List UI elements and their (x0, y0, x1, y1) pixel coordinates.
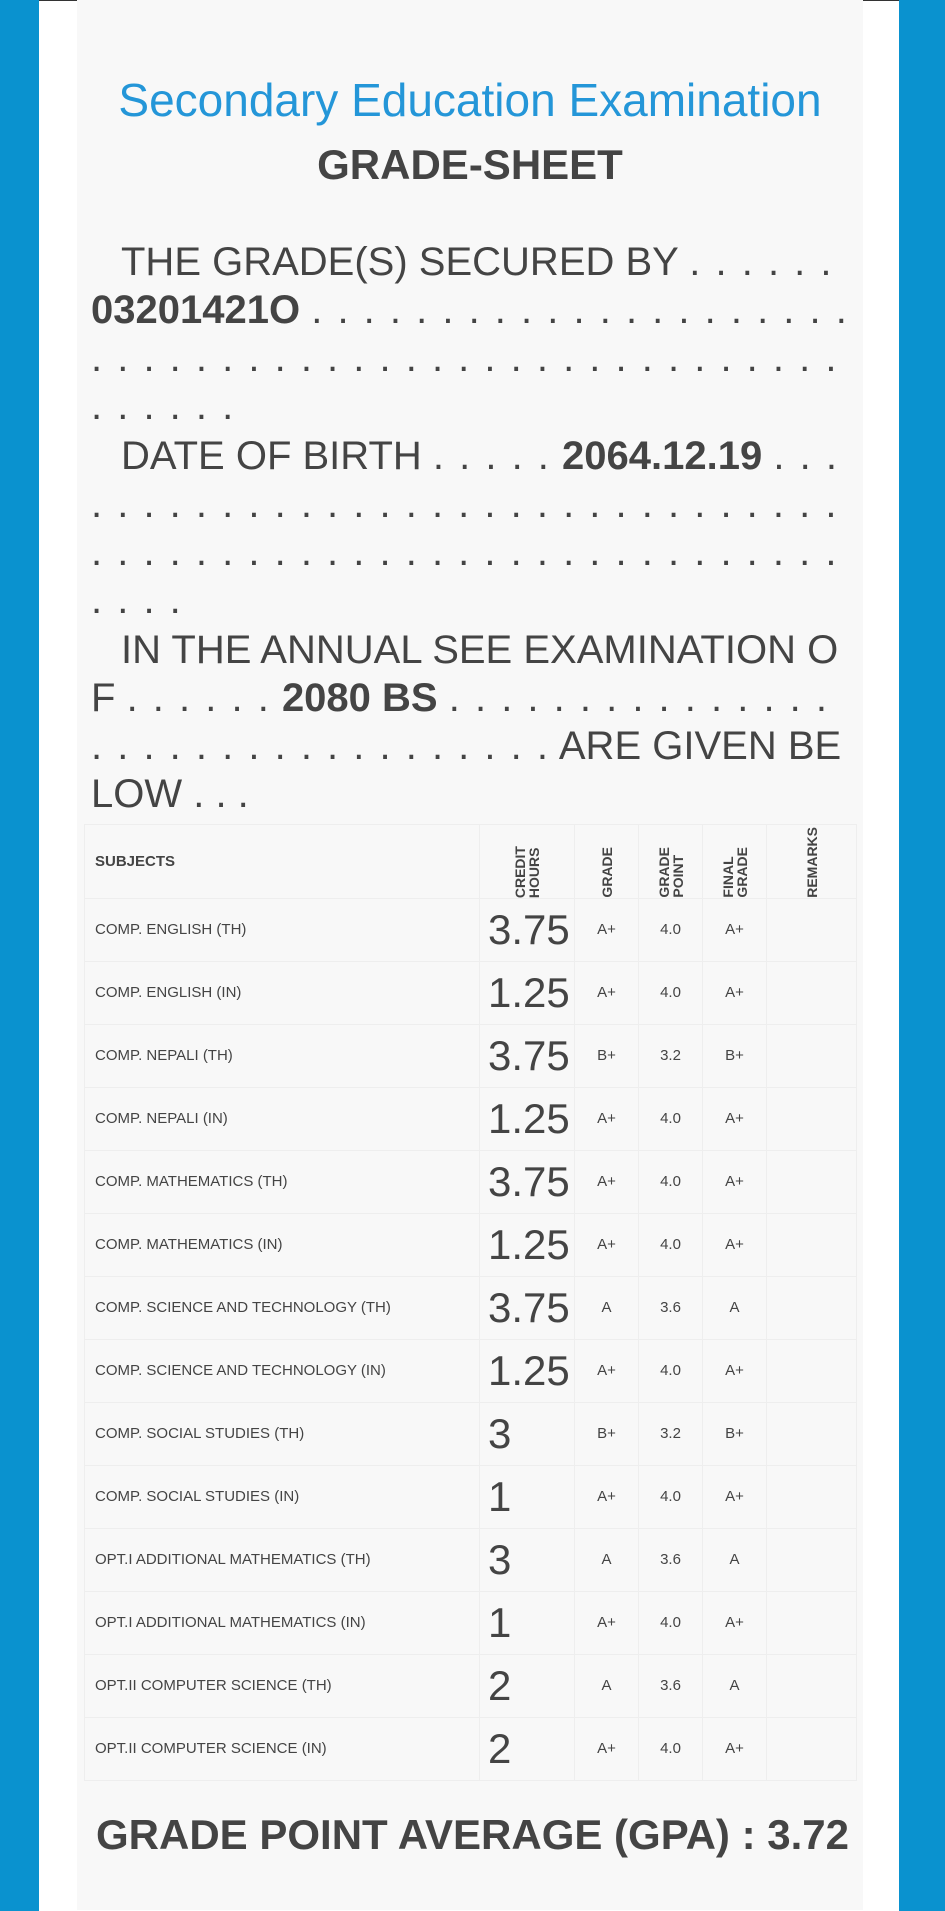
final-grade-cell: A+ (703, 961, 767, 1024)
subject-cell: COMP. ENGLISH (TH) (85, 898, 480, 961)
given-below-text: ARE GIVEN BELOW . . . (91, 724, 842, 816)
grade-point-cell: 3.6 (639, 1654, 703, 1717)
remarks-cell (767, 1150, 857, 1213)
gpa-value: 3.72 (767, 1811, 849, 1858)
exam-title: Secondary Education Examination (118, 74, 822, 126)
table-row (85, 1717, 857, 1780)
grade-point-cell: 4.0 (639, 1465, 703, 1528)
grade-point-cell: 3.2 (639, 1024, 703, 1087)
remarks-cell (767, 1465, 857, 1528)
header-credit-hours-cell (480, 825, 575, 899)
table-row (85, 1276, 857, 1339)
final-grade-cell: B+ (703, 1024, 767, 1087)
subject-cell: OPT.II COMPUTER SCIENCE (IN) (85, 1717, 480, 1780)
table-row (85, 1528, 857, 1591)
grade-cell: A+ (575, 1591, 639, 1654)
subject-cell: COMP. ENGLISH (IN) (85, 961, 480, 1024)
final-grade-cell: A+ (703, 898, 767, 961)
remarks-cell (767, 1654, 857, 1717)
grade-point-cell: 3.6 (639, 1528, 703, 1591)
grade-cell: B+ (575, 1024, 639, 1087)
table-row (85, 898, 857, 961)
symbol-number: 03201421O (91, 288, 301, 332)
final-grade-cell: A (703, 1276, 767, 1339)
secured-by-label: THE GRADE(S) SECURED BY (121, 240, 679, 284)
subject-cell: OPT.II COMPUTER SCIENCE (TH) (85, 1654, 480, 1717)
grades-table (84, 824, 857, 1781)
grade-point-cell: 4.0 (639, 1150, 703, 1213)
grade-cell: A (575, 1276, 639, 1339)
final-grade-cell: A+ (703, 1213, 767, 1276)
credit-hours-cell: 2 (480, 1717, 575, 1780)
subject-cell: COMP. NEPALI (IN) (85, 1087, 480, 1150)
credit-hours-cell: 1.25 (480, 961, 575, 1024)
credit-hours-cell: 3.75 (480, 1024, 575, 1087)
credit-hours-cell: 3.75 (480, 1150, 575, 1213)
grade-cell: A+ (575, 1339, 639, 1402)
table-row (85, 1087, 857, 1150)
remarks-cell (767, 1213, 857, 1276)
remarks-cell (767, 961, 857, 1024)
grade-cell: A+ (575, 1213, 639, 1276)
exam-statement: IN THE ANNUAL SEE EXAMINATION OF . . . . . . 2080 BS . . . . . . . . . . . . . . . . . . . . . . . . . . . . . . . . . ARE GIVEN BELOW . . . (91, 628, 842, 816)
final-grade-cell: A+ (703, 1465, 767, 1528)
subject-cell: OPT.I ADDITIONAL MATHEMATICS (IN) (85, 1591, 480, 1654)
credit-hours-cell: 1.25 (480, 1213, 575, 1276)
grade-cell: A (575, 1654, 639, 1717)
subject-cell: COMP. MATHEMATICS (TH) (85, 1150, 480, 1213)
table-row (85, 1150, 857, 1213)
grade-cell: A+ (575, 1465, 639, 1528)
grade-point-cell: 4.0 (639, 1339, 703, 1402)
secured-by-statement: THE GRADE(S) SECURED BY . . . . . . 03201421O . . . . . . . . . . . . . . . . . . . . . . . . . . . . . . . . . . . . . . . . . . . . . . . . . . . . . . . . (91, 240, 849, 428)
sheet-subtitle: GRADE-SHEET (317, 141, 623, 188)
table-row (85, 1654, 857, 1717)
final-grade-cell: A (703, 1528, 767, 1591)
header-remarks-cell (767, 825, 857, 899)
subject-cell: OPT.I ADDITIONAL MATHEMATICS (TH) (85, 1528, 480, 1591)
credit-hours-cell: 3.75 (480, 1276, 575, 1339)
final-grade-cell: A+ (703, 1339, 767, 1402)
grade-point-cell: 4.0 (639, 1087, 703, 1150)
final-grade-cell: B+ (703, 1402, 767, 1465)
credit-hours-cell: 1 (480, 1465, 575, 1528)
header-final-grade: FINAL GRADE (719, 847, 750, 898)
header-grade: GRADE (598, 847, 615, 898)
table-row (85, 1213, 857, 1276)
credit-hours-cell: 2 (480, 1654, 575, 1717)
grade-cell: A+ (575, 1087, 639, 1150)
remarks-cell (767, 898, 857, 961)
credit-hours-cell: 1.25 (480, 1339, 575, 1402)
table-row (85, 1339, 857, 1402)
subject-cell: COMP. SCIENCE AND TECHNOLOGY (IN) (85, 1339, 480, 1402)
credit-hours-cell: 3 (480, 1402, 575, 1465)
dob-label: DATE OF BIRTH (121, 434, 422, 478)
subject-cell: COMP. NEPALI (TH) (85, 1024, 480, 1087)
remarks-cell (767, 1276, 857, 1339)
remarks-cell (767, 1591, 857, 1654)
remarks-cell (767, 1402, 857, 1465)
grade-point-cell: 4.0 (639, 1213, 703, 1276)
table-header-row (85, 825, 857, 899)
grade-point-cell: 3.6 (639, 1276, 703, 1339)
subject-cell: COMP. SOCIAL STUDIES (TH) (85, 1402, 480, 1465)
header-grade-point: GRADE POINT (655, 847, 686, 898)
exam-label: IN THE ANNUAL SEE EXAMINATION OF (91, 628, 839, 720)
credit-hours-cell: 1.25 (480, 1087, 575, 1150)
final-grade-cell: A (703, 1654, 767, 1717)
grade-cell: B+ (575, 1402, 639, 1465)
remarks-cell (767, 1087, 857, 1150)
subject-cell: COMP. SOCIAL STUDIES (IN) (85, 1465, 480, 1528)
table-row (85, 1024, 857, 1087)
grade-cell: A+ (575, 898, 639, 961)
grade-point-cell: 4.0 (639, 1591, 703, 1654)
gpa-line (96, 1808, 849, 1862)
grade-sheet (77, 0, 863, 1910)
table-row (85, 961, 857, 1024)
subject-cell: COMP. MATHEMATICS (IN) (85, 1213, 480, 1276)
remarks-cell (767, 1717, 857, 1780)
final-grade-cell: A+ (703, 1150, 767, 1213)
grade-cell: A+ (575, 1717, 639, 1780)
remarks-cell (767, 1528, 857, 1591)
header-credit-hours: CREDIT HOURS (512, 845, 542, 898)
gpa-label: GRADE POINT AVERAGE (GPA) : (96, 1811, 756, 1858)
credit-hours-cell: 1 (480, 1591, 575, 1654)
grade-cell: A+ (575, 1150, 639, 1213)
remarks-cell (767, 1024, 857, 1087)
header-subjects: SUBJECTS (85, 825, 480, 899)
grade-point-cell: 4.0 (639, 1717, 703, 1780)
exam-year: 2080 BS (281, 676, 438, 720)
dob-value: 2064.12.19 (562, 434, 763, 478)
grade-cell: A+ (575, 961, 639, 1024)
dob-statement: DATE OF BIRTH . . . . . 2064.12.19 . . . . . . . . . . . . . . . . . . . . . . . . . . . . . . . . . . . . . . . . . . . . . . . . . . . . . . . . . . . . . . . . . (91, 434, 839, 622)
header-final-grade-cell (703, 825, 767, 899)
table-row (85, 1591, 857, 1654)
header-grade-point-cell (639, 825, 703, 899)
credit-hours-cell: 3.75 (480, 898, 575, 961)
final-grade-cell: A+ (703, 1087, 767, 1150)
header-grade-cell (575, 825, 639, 899)
grade-cell: A (575, 1528, 639, 1591)
table-row (85, 1465, 857, 1528)
final-grade-cell: A+ (703, 1591, 767, 1654)
credit-hours-cell: 3 (480, 1528, 575, 1591)
grade-point-cell: 3.2 (639, 1402, 703, 1465)
final-grade-cell: A+ (703, 1717, 767, 1780)
header-remarks: REMARKS (803, 827, 820, 898)
subject-cell: COMP. SCIENCE AND TECHNOLOGY (TH) (85, 1276, 480, 1339)
grade-point-cell: 4.0 (639, 898, 703, 961)
grade-point-cell: 4.0 (639, 961, 703, 1024)
table-row (85, 1402, 857, 1465)
remarks-cell (767, 1339, 857, 1402)
